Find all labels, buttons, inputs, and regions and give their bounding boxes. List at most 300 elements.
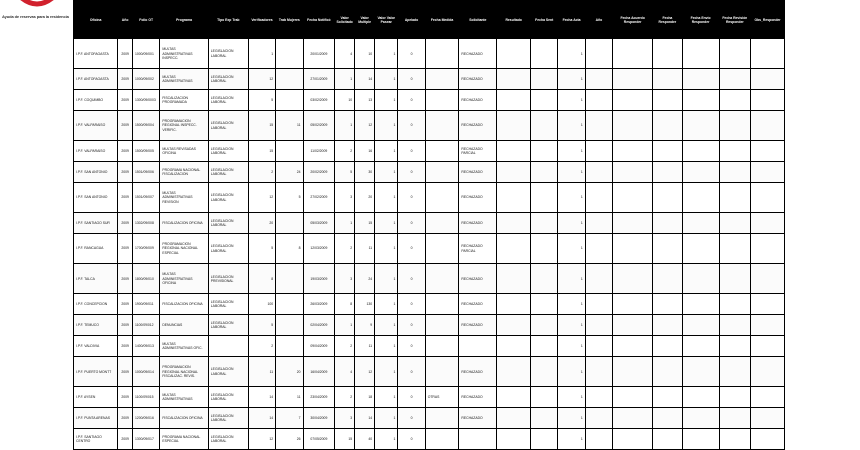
table-cell: LEGISLACION PREVISIONAL	[208, 264, 248, 294]
table-cell: 3	[335, 182, 355, 212]
table-cell	[531, 294, 558, 315]
table-cell	[653, 336, 682, 357]
table-cell: 30	[355, 162, 375, 183]
table-cell: 0	[398, 39, 425, 69]
table-cell: 0	[398, 69, 425, 90]
table-cell: 14	[355, 408, 375, 429]
table-cell: 02/04/2009	[303, 315, 335, 336]
table-cell: 11/02/2009	[303, 141, 335, 162]
table-cell	[497, 39, 531, 69]
table-cell: 40	[355, 428, 375, 449]
table-cell	[653, 182, 682, 212]
table-cell: LEGISLACION LABORAL	[208, 294, 248, 315]
table-cell: 26/03/2009	[303, 294, 335, 315]
table-cell	[497, 110, 531, 140]
table-cell: 23/04/2009	[303, 387, 335, 408]
table-cell: 5	[248, 90, 275, 111]
table-cell: 2009	[118, 336, 133, 357]
table-cell	[719, 141, 751, 162]
table-cell	[719, 233, 751, 263]
column-header: Solicitante	[459, 1, 497, 39]
table-cell: 0	[398, 294, 425, 315]
column-header: Fecha Responder	[653, 1, 682, 39]
table-cell: 10	[335, 90, 355, 111]
table-cell	[613, 90, 653, 111]
table-cell: 2009	[118, 294, 133, 315]
table-cell: 1000/09/014	[132, 357, 159, 387]
table-cell: 27/01/2009	[303, 69, 335, 90]
table-cell: 1300/09/017	[132, 428, 159, 449]
table-cell	[751, 162, 785, 183]
table-cell: 1	[335, 213, 355, 234]
table-cell: 1	[335, 69, 355, 90]
table-cell	[653, 315, 682, 336]
table-cell	[425, 90, 459, 111]
table-cell: 26	[276, 428, 303, 449]
table-row	[74, 264, 785, 294]
table-cell: 1	[375, 69, 398, 90]
column-header: Tipo Exp Trab	[208, 1, 248, 39]
table-cell	[425, 315, 459, 336]
table-cell: MULTAS ADMINISTRATIVAS OFICINA	[160, 264, 208, 294]
table-cell: 0	[398, 315, 425, 336]
table-cell	[751, 315, 785, 336]
table-cell: 3	[335, 264, 355, 294]
table-cell	[751, 336, 785, 357]
table-row	[74, 90, 785, 111]
table-cell: 27/02/2009	[303, 182, 335, 212]
table-cell	[653, 162, 682, 183]
table-cell: I.P.F. AYSEN	[74, 387, 118, 408]
table-cell	[585, 315, 612, 336]
table-cell: I.P.F. SANTIAGO CENTRO	[74, 428, 118, 449]
table-cell: LEGISLACION LABORAL	[208, 162, 248, 183]
table-cell	[425, 39, 459, 69]
table-cell: OTRAS	[425, 387, 459, 408]
table-cell: MULTAS ADMINISTRATIVAS	[160, 69, 208, 90]
table-cell: MULTAS ADMINISTRATIVAS OFIC.	[160, 336, 208, 357]
table-cell: PROGRAMACION REGIONAL NACIONAL FISCALIZAC. REVIS.	[160, 357, 208, 387]
column-header: Verificadores	[248, 1, 275, 39]
table-cell: 0	[398, 162, 425, 183]
table-cell: 0	[398, 213, 425, 234]
table-cell: 1	[375, 90, 398, 111]
column-header: Fecha Envío Responder	[682, 1, 719, 39]
table-cell	[719, 69, 751, 90]
table-cell	[425, 69, 459, 90]
table-cell	[276, 39, 303, 69]
table-row	[74, 69, 785, 90]
table-cell	[613, 110, 653, 140]
table-cell	[497, 69, 531, 90]
table-cell	[682, 162, 719, 183]
table-cell: 1501/09/006	[132, 162, 159, 183]
table-cell: RECHAZADO	[459, 264, 497, 294]
table-cell: 07/05/2009	[303, 428, 335, 449]
table-cell: 2	[335, 336, 355, 357]
table-cell: 2009	[118, 213, 133, 234]
table-cell	[653, 69, 682, 90]
table-cell: PROGRAMA NACIONAL ESPECIAL	[160, 428, 208, 449]
table-cell	[682, 387, 719, 408]
table-row	[74, 141, 785, 162]
table-cell: 1400/09/013	[132, 336, 159, 357]
table-cell: 1100/09/012	[132, 315, 159, 336]
table-cell	[531, 233, 558, 263]
table-cell: 130	[355, 294, 375, 315]
table-cell: 1	[558, 357, 585, 387]
table-row	[74, 408, 785, 429]
table-cell: 2009	[118, 264, 133, 294]
table-cell	[531, 110, 558, 140]
table-cell: RECHAZADO	[459, 110, 497, 140]
table-cell: 1	[558, 213, 585, 234]
table-cell: I.P.F. VALPARAISO	[74, 141, 118, 162]
table-cell: 1	[375, 213, 398, 234]
table-cell	[425, 408, 459, 429]
table-cell	[653, 141, 682, 162]
table-cell: 1	[375, 264, 398, 294]
table-cell	[682, 90, 719, 111]
table-cell: 1800/09/010	[132, 264, 159, 294]
table-cell	[719, 39, 751, 69]
table-cell	[531, 90, 558, 111]
table-cell	[653, 90, 682, 111]
table-cell: 2009	[118, 162, 133, 183]
table-cell	[719, 336, 751, 357]
table-cell: RECHAZADO	[459, 387, 497, 408]
table-cell: 1	[558, 39, 585, 69]
table-cell: 5	[248, 233, 275, 263]
table-cell	[653, 408, 682, 429]
table-cell: 0	[398, 387, 425, 408]
table-cell	[425, 264, 459, 294]
table-cell: 1100/09/015	[132, 387, 159, 408]
table-cell: MULTAS ADMINISTRATIVAS INSPECC.	[160, 39, 208, 69]
table-cell	[751, 264, 785, 294]
table-cell: RECHAZADO PARCIAL	[459, 233, 497, 263]
table-cell	[719, 110, 751, 140]
table-cell	[585, 264, 612, 294]
column-header: Folio OT	[132, 1, 159, 39]
table-cell: 11	[355, 233, 375, 263]
table-cell	[497, 162, 531, 183]
table-cell	[653, 294, 682, 315]
table-cell: 05/03/2009	[303, 213, 335, 234]
table-cell: LEGISLACION LABORAL	[208, 39, 248, 69]
table-cell: 20	[355, 182, 375, 212]
table-cell	[531, 315, 558, 336]
table-cell: 1	[558, 294, 585, 315]
table-cell: 13	[355, 90, 375, 111]
table-cell: FISCALIZACION OFICINA	[160, 213, 208, 234]
table-cell: 2009	[118, 69, 133, 90]
table-cell	[531, 213, 558, 234]
table-cell: 1300/09/0003	[132, 90, 159, 111]
table-cell	[497, 90, 531, 111]
table-cell: I.P.F. VALPARAISO	[74, 110, 118, 140]
table-cell: I.P.F. RANCAGUA	[74, 233, 118, 263]
table-cell: 1	[558, 141, 585, 162]
table-row	[74, 357, 785, 387]
table-cell	[425, 233, 459, 263]
table-row	[74, 213, 785, 234]
table-cell: 15	[248, 110, 275, 140]
table-cell	[751, 90, 785, 111]
table-cell: 8	[276, 233, 303, 263]
table-cell	[425, 213, 459, 234]
table-cell	[531, 428, 558, 449]
table-cell: FISCALIZACION PROGRAMADA	[160, 90, 208, 111]
table-cell: 2009	[118, 233, 133, 263]
table-cell: 12	[248, 428, 275, 449]
table-cell	[653, 39, 682, 69]
table-cell: LEGISLACION LABORAL	[208, 69, 248, 90]
table-cell	[585, 294, 612, 315]
table-cell: 1	[375, 39, 398, 69]
table-cell	[497, 213, 531, 234]
table-cell	[613, 233, 653, 263]
data-table	[73, 0, 785, 450]
table-cell: 14	[248, 387, 275, 408]
table-cell: RECHAZADO	[459, 39, 497, 69]
table-cell: 1302/09/008	[132, 213, 159, 234]
logo-caption: Ayuda de reservas para la residencia	[2, 14, 69, 19]
column-header: Resultado	[497, 1, 531, 39]
table-cell: I.P.F. COQUIMBO	[74, 90, 118, 111]
table-row	[74, 182, 785, 212]
table-cell: 100	[248, 294, 275, 315]
column-header: Trab Mujeres	[276, 1, 303, 39]
table-cell: 0	[398, 336, 425, 357]
table-cell: 1000/09/001	[132, 39, 159, 69]
table-cell	[585, 141, 612, 162]
table-cell: 05/02/2009	[303, 110, 335, 140]
table-cell	[751, 387, 785, 408]
table-cell: 11	[276, 387, 303, 408]
table-cell	[682, 233, 719, 263]
table-cell	[531, 387, 558, 408]
table-cell	[751, 110, 785, 140]
table-cell: RECHAZADO	[459, 408, 497, 429]
table-cell	[276, 213, 303, 234]
table-cell	[613, 357, 653, 387]
table-cell	[719, 264, 751, 294]
table-cell: I.P.F. ANTOFAGASTA	[74, 69, 118, 90]
table-cell: I.P.F. PUERTO MONTT	[74, 357, 118, 387]
table-cell: LEGISLACION LABORAL	[208, 315, 248, 336]
table-cell	[497, 408, 531, 429]
table-cell	[719, 162, 751, 183]
table-cell	[751, 428, 785, 449]
table-cell: 20/02/2009	[303, 162, 335, 183]
table-row	[74, 315, 785, 336]
table-cell	[497, 387, 531, 408]
table-cell	[276, 141, 303, 162]
table-cell: 2009	[118, 141, 133, 162]
table-cell: 1	[375, 182, 398, 212]
table-cell: 19/03/2009	[303, 264, 335, 294]
table-cell: 1	[375, 357, 398, 387]
table-cell	[613, 182, 653, 212]
table-cell	[719, 428, 751, 449]
table-cell: 0	[398, 264, 425, 294]
table-cell	[719, 315, 751, 336]
table-cell: 1000/09/002	[132, 69, 159, 90]
table-cell: I.P.F. VALDIVIA	[74, 336, 118, 357]
table-cell: 1	[558, 264, 585, 294]
table-cell: 2009	[118, 315, 133, 336]
table-cell: 2009	[118, 110, 133, 140]
table-cell	[531, 408, 558, 429]
table-cell: 24	[276, 162, 303, 183]
column-header: Fecha Medida	[425, 1, 459, 39]
table-cell: 5	[276, 182, 303, 212]
table-cell	[425, 428, 459, 449]
table-cell: 1	[375, 141, 398, 162]
table-cell	[585, 39, 612, 69]
table-cell: 0	[398, 90, 425, 111]
column-header: Valor Valor Pasear	[375, 1, 398, 39]
table-cell	[497, 182, 531, 212]
table-cell	[653, 357, 682, 387]
table-cell: I.P.F. SAN ANTONIO	[74, 162, 118, 183]
column-header: Oficina	[74, 1, 118, 39]
table-cell	[531, 357, 558, 387]
column-header: Fecha Sent	[531, 1, 558, 39]
table-cell	[276, 69, 303, 90]
table-cell: 1	[558, 336, 585, 357]
table-cell: LEGISLACION LABORAL	[208, 408, 248, 429]
table-cell	[613, 213, 653, 234]
table-cell: 4	[335, 39, 355, 69]
table-cell: LEGISLACION LABORAL	[208, 110, 248, 140]
table-cell	[497, 264, 531, 294]
column-header: Obs_Responder	[751, 1, 785, 39]
table-cell: 1	[558, 387, 585, 408]
table-cell: 0	[398, 408, 425, 429]
table-cell	[497, 428, 531, 449]
table-cell: 1	[558, 182, 585, 212]
table-cell	[497, 233, 531, 263]
table-cell: 1500/09/004	[132, 110, 159, 140]
column-header: Año	[585, 1, 612, 39]
table-cell: 2	[248, 336, 275, 357]
table-cell: 1700/09/009	[132, 233, 159, 263]
table-cell: LEGISLACION LABORAL	[208, 233, 248, 263]
table-cell	[425, 141, 459, 162]
table-cell: I.P.F. SANTIAGO SUR	[74, 213, 118, 234]
table-cell	[613, 39, 653, 69]
table-cell	[425, 336, 459, 357]
table-cell: 1900/09/011	[132, 294, 159, 315]
table-cell: 5	[248, 315, 275, 336]
table-cell: 2009	[118, 182, 133, 212]
table-cell	[585, 336, 612, 357]
table-cell: 12/03/2009	[303, 233, 335, 263]
table-cell: RECHAZADO	[459, 69, 497, 90]
table-cell	[682, 213, 719, 234]
table-cell	[585, 387, 612, 408]
table-cell: 14	[355, 69, 375, 90]
table-cell: 1	[375, 336, 398, 357]
table-cell: 1	[375, 110, 398, 140]
table-cell: 2009	[118, 39, 133, 69]
table-cell	[613, 264, 653, 294]
table-cell: 12	[355, 110, 375, 140]
table-cell	[425, 182, 459, 212]
table-cell: 2009	[118, 387, 133, 408]
table-cell	[613, 315, 653, 336]
table-cell	[613, 336, 653, 357]
table-cell	[497, 294, 531, 315]
table-cell	[585, 408, 612, 429]
table-cell: 1	[558, 315, 585, 336]
table-cell	[531, 39, 558, 69]
table-cell	[653, 110, 682, 140]
table-cell: 2	[335, 141, 355, 162]
table-cell: PROGRAMACION REGIONAL NACIONAL ESPECIAL	[160, 233, 208, 263]
table-cell	[276, 315, 303, 336]
column-header: Fecha Notificó	[303, 1, 335, 39]
table-cell	[682, 408, 719, 429]
table-cell	[613, 428, 653, 449]
column-header: Apelado	[398, 1, 425, 39]
table-cell: 9	[355, 315, 375, 336]
table-cell	[613, 69, 653, 90]
table-cell: LEGISLACION LABORAL	[208, 141, 248, 162]
table-cell	[719, 213, 751, 234]
table-cell	[531, 336, 558, 357]
table-cell: 20	[248, 213, 275, 234]
table-cell	[751, 408, 785, 429]
table-cell: 2009	[118, 357, 133, 387]
table-cell	[531, 162, 558, 183]
column-header: Valor Solicitado	[335, 1, 355, 39]
table-row	[74, 233, 785, 263]
table-cell	[719, 357, 751, 387]
column-header: Fecha Acuerdo Responder	[613, 1, 653, 39]
table-cell: 0	[398, 182, 425, 212]
table-cell	[459, 428, 497, 449]
table-cell: 10	[355, 39, 375, 69]
table-cell	[719, 182, 751, 212]
table-cell	[497, 336, 531, 357]
table-cell: 1	[558, 428, 585, 449]
table-cell: 1501/09/007	[132, 182, 159, 212]
table-cell: RECHAZADO	[459, 162, 497, 183]
table-cell: 11	[248, 357, 275, 387]
table-cell	[682, 294, 719, 315]
column-header: Programa	[160, 1, 208, 39]
table-cell: 1	[558, 162, 585, 183]
table-cell	[653, 428, 682, 449]
table-cell: 2009	[118, 408, 133, 429]
table-cell	[585, 233, 612, 263]
table-header-row	[74, 1, 785, 39]
table-cell: 16/04/2009	[303, 357, 335, 387]
table-cell: 12	[248, 69, 275, 90]
table-cell: LEGISLACION LABORAL	[208, 213, 248, 234]
table-cell: 0	[398, 141, 425, 162]
table-row	[74, 387, 785, 408]
table-cell	[585, 69, 612, 90]
table-cell	[585, 110, 612, 140]
table-cell: PROGRAMACION REGIONAL INSPECC. VERIFIC.	[160, 110, 208, 140]
table-cell	[585, 428, 612, 449]
table-cell: I.P.F. TALCA	[74, 264, 118, 294]
table-cell: 3	[335, 408, 355, 429]
